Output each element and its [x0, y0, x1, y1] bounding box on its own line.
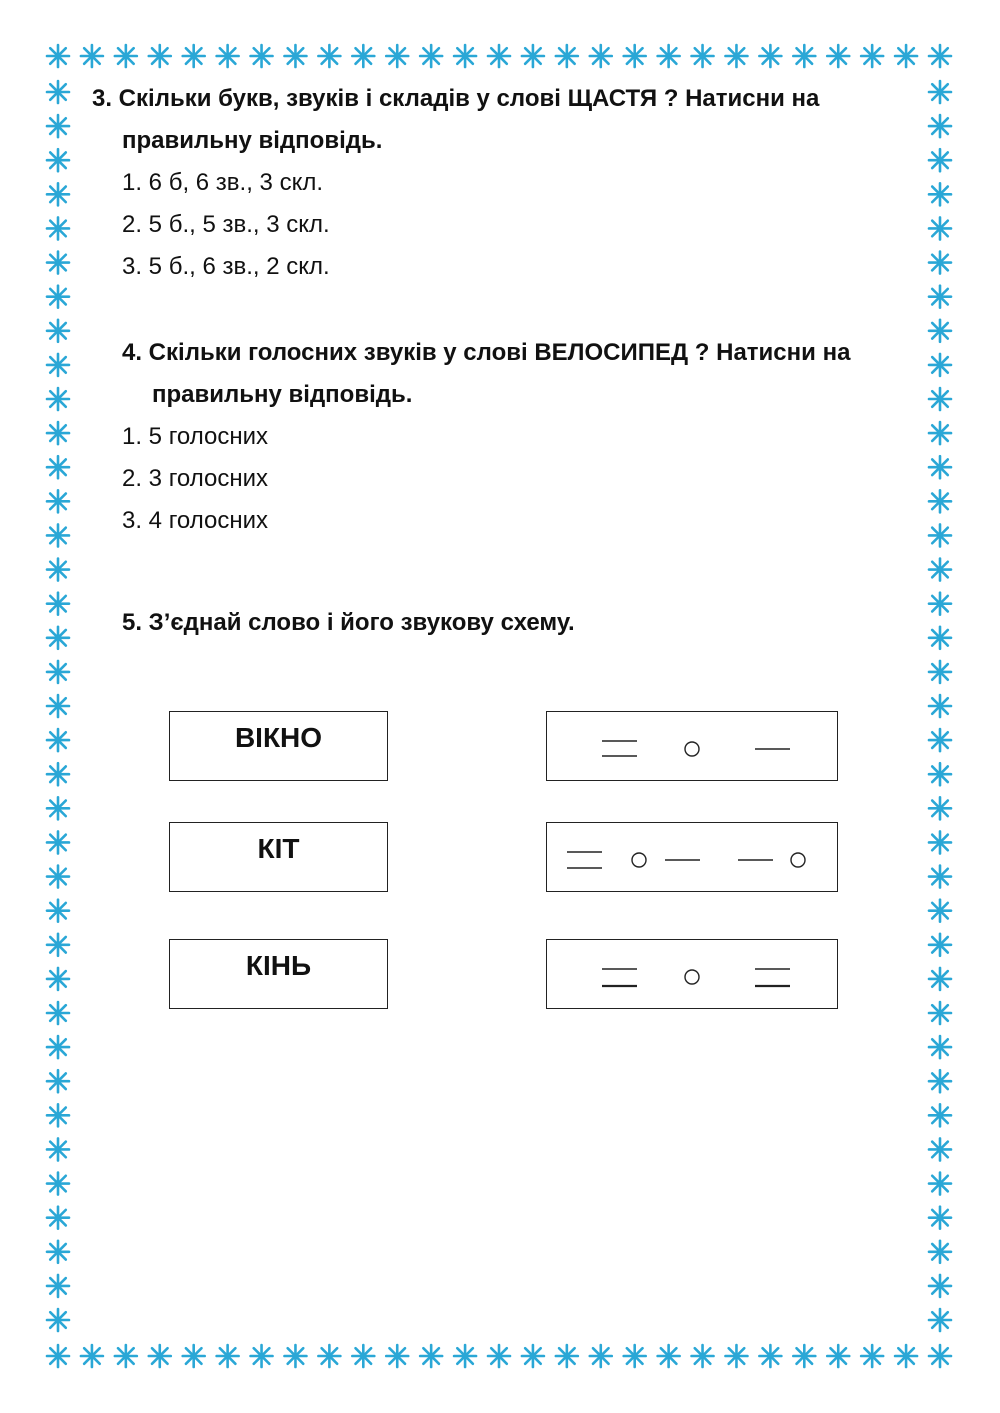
snowflake-icon — [929, 354, 951, 376]
snowflake-icon — [929, 695, 951, 717]
q3-option-2[interactable]: 2. 5 б., 5 зв., 3 скл. — [122, 211, 330, 238]
snowflake-icon — [217, 45, 239, 67]
snowflake-icon — [929, 661, 951, 683]
snowflake-icon — [47, 115, 69, 137]
snowflake-icon — [47, 149, 69, 171]
snowflake-icon — [284, 45, 306, 67]
q3-title-cont: правильну відповідь. — [122, 127, 383, 154]
snowflake-icon — [929, 1138, 951, 1160]
snowflake-icon — [929, 1241, 951, 1263]
word-box-kin[interactable] — [169, 939, 388, 1009]
snowflake-icon — [47, 1309, 69, 1331]
snowflake-icon — [929, 559, 951, 581]
snowflake-icon — [47, 524, 69, 546]
snowflake-icon — [793, 1345, 815, 1367]
snowflake-icon — [929, 81, 951, 103]
snowflake-icon — [47, 934, 69, 956]
snowflake-icon — [488, 45, 510, 67]
snowflake-icon — [556, 1345, 578, 1367]
snowflake-icon — [624, 1345, 646, 1367]
snowflake-icon — [47, 729, 69, 751]
snowflake-icon — [352, 45, 374, 67]
snowflake-icon — [929, 1002, 951, 1024]
snowflake-icon — [47, 968, 69, 990]
snowflake-icon — [47, 183, 69, 205]
snowflake-icon — [47, 320, 69, 342]
snowflake-icon — [420, 1345, 442, 1367]
snowflake-icon — [929, 252, 951, 274]
snowflake-icon — [861, 1345, 883, 1367]
word-label: КІТ — [257, 833, 300, 864]
snowflake-icon — [929, 729, 951, 751]
snowflake-icon — [81, 45, 103, 67]
snowflake-icon — [47, 1173, 69, 1195]
snowflake-icon — [47, 695, 69, 717]
snowflake-icon — [929, 831, 951, 853]
snowflake-icon — [929, 1173, 951, 1195]
snowflake-icon — [47, 1241, 69, 1263]
snowflake-icon — [217, 1345, 239, 1367]
snowflake-icon — [929, 968, 951, 990]
snowflake-icon — [929, 490, 951, 512]
snowflake-icon — [318, 45, 340, 67]
q4-option-2[interactable]: 2. 3 голосних — [122, 465, 269, 492]
snowflake-icon — [183, 1345, 205, 1367]
snowflake-icon — [929, 456, 951, 478]
snowflake-icon — [929, 45, 951, 67]
snowflake-icon — [929, 900, 951, 922]
snowflake-icon — [149, 45, 171, 67]
snowflake-icon — [183, 45, 205, 67]
border-row-bottom — [47, 1345, 951, 1367]
snowflake-icon — [47, 593, 69, 615]
snowflake-icon — [47, 1036, 69, 1058]
snowflake-icon — [386, 45, 408, 67]
snowflake-icon — [827, 45, 849, 67]
snowflake-icon — [251, 45, 273, 67]
snowflake-icon — [929, 217, 951, 239]
q3-option-1[interactable]: 1. 6 б, 6 зв., 3 скл. — [122, 169, 324, 196]
snowflake-icon — [47, 763, 69, 785]
snowflake-icon — [929, 1036, 951, 1058]
snowflake-icon — [929, 422, 951, 444]
snowflake-icon — [759, 1345, 781, 1367]
border-col-left — [47, 81, 69, 1331]
snowflake-icon — [929, 866, 951, 888]
q4-title-cont: правильну відповідь. — [152, 381, 413, 408]
snowflake-icon — [827, 1345, 849, 1367]
snowflake-icon — [895, 45, 917, 67]
snowflake-icon — [725, 45, 747, 67]
q4-option-1[interactable]: 1. 5 голосних — [122, 423, 269, 450]
snowflake-icon — [929, 286, 951, 308]
word-label: ВІКНО — [234, 722, 323, 753]
snowflake-icon — [929, 1309, 951, 1331]
scheme-box-1[interactable] — [546, 711, 838, 781]
sound-scheme-3 — [547, 940, 839, 1010]
snowflake-icon — [149, 1345, 171, 1367]
q4-option-3[interactable]: 3. 4 голосних — [122, 507, 269, 534]
snowflake-icon — [47, 1070, 69, 1092]
snowflake-icon — [47, 354, 69, 376]
snowflake-icon — [793, 45, 815, 67]
word-box-kit[interactable] — [169, 822, 388, 892]
snowflake-icon — [47, 45, 69, 67]
snowflake-icon — [47, 490, 69, 512]
scheme-box-2[interactable] — [546, 822, 838, 892]
snowflake-icon — [658, 45, 680, 67]
snowflake-icon — [47, 286, 69, 308]
snowflake-icon — [454, 1345, 476, 1367]
snowflake-icon — [929, 320, 951, 342]
word-box-vikno[interactable] — [169, 711, 388, 781]
snowflake-icon — [115, 1345, 137, 1367]
snowflake-icon — [47, 559, 69, 581]
q3-title: 3. Скільки букв, звуків і складів у слові ЩАСТЯ ? Натисни на — [92, 85, 820, 112]
q5-title: 5. З’єднай слово і його звукову схему. — [122, 609, 575, 636]
snowflake-icon — [692, 45, 714, 67]
snowflake-icon — [47, 627, 69, 649]
snowflake-icon — [624, 45, 646, 67]
snowflake-icon — [929, 1070, 951, 1092]
snowflake-icon — [522, 45, 544, 67]
snowflake-icon — [929, 763, 951, 785]
snowflake-icon — [929, 797, 951, 819]
snowflake-icon — [47, 1275, 69, 1297]
snowflake-icon — [47, 81, 69, 103]
snowflake-icon — [47, 661, 69, 683]
snowflake-icon — [725, 1345, 747, 1367]
snowflake-icon — [47, 252, 69, 274]
snowflake-icon — [590, 1345, 612, 1367]
snowflake-icon — [352, 1345, 374, 1367]
scheme-box-3[interactable] — [546, 939, 838, 1009]
snowflake-icon — [47, 1104, 69, 1126]
snowflake-icon — [47, 1002, 69, 1024]
snowflake-icon — [47, 422, 69, 444]
snowflake-icon — [47, 1345, 69, 1367]
snowflake-icon — [488, 1345, 510, 1367]
snowflake-icon — [929, 115, 951, 137]
snowflake-icon — [47, 388, 69, 410]
snowflake-icon — [454, 45, 476, 67]
snowflake-icon — [47, 1207, 69, 1229]
snowflake-icon — [895, 1345, 917, 1367]
snowflake-icon — [929, 183, 951, 205]
snowflake-icon — [81, 1345, 103, 1367]
q4-title: 4. Скільки голосних звуків у слові ВЕЛОСИПЕД ? Натисни на — [122, 339, 851, 366]
snowflake-icon — [929, 1345, 951, 1367]
snowflake-icon — [929, 149, 951, 171]
snowflake-icon — [284, 1345, 306, 1367]
border-col-right — [929, 81, 951, 1331]
snowflake-icon — [115, 45, 137, 67]
snowflake-icon — [556, 45, 578, 67]
snowflake-icon — [759, 45, 781, 67]
snowflake-icon — [47, 866, 69, 888]
snowflake-icon — [47, 1138, 69, 1160]
snowflake-icon — [522, 1345, 544, 1367]
snowflake-icon — [929, 1207, 951, 1229]
sound-scheme-1 — [547, 712, 839, 782]
snowflake-icon — [47, 831, 69, 853]
snowflake-icon — [929, 1104, 951, 1126]
snowflake-icon — [658, 1345, 680, 1367]
snowflake-icon — [251, 1345, 273, 1367]
snowflake-icon — [929, 1275, 951, 1297]
snowflake-icon — [590, 45, 612, 67]
snowflake-icon — [47, 900, 69, 922]
q3-option-3[interactable]: 3. 5 б., 6 зв., 2 скл. — [122, 253, 330, 280]
snowflake-icon — [929, 627, 951, 649]
snowflake-icon — [420, 45, 442, 67]
snowflake-icon — [929, 388, 951, 410]
snowflake-icon — [47, 456, 69, 478]
snowflake-icon — [692, 1345, 714, 1367]
border-row-top — [47, 45, 951, 67]
word-label: КІНЬ — [245, 950, 312, 981]
snowflake-icon — [929, 524, 951, 546]
snowflake-icon — [47, 797, 69, 819]
snowflake-icon — [929, 934, 951, 956]
snowflake-icon — [861, 45, 883, 67]
sound-scheme-2 — [547, 823, 839, 893]
snowflake-icon — [929, 593, 951, 615]
snowflake-icon — [386, 1345, 408, 1367]
snowflake-icon — [47, 217, 69, 239]
snowflake-icon — [318, 1345, 340, 1367]
